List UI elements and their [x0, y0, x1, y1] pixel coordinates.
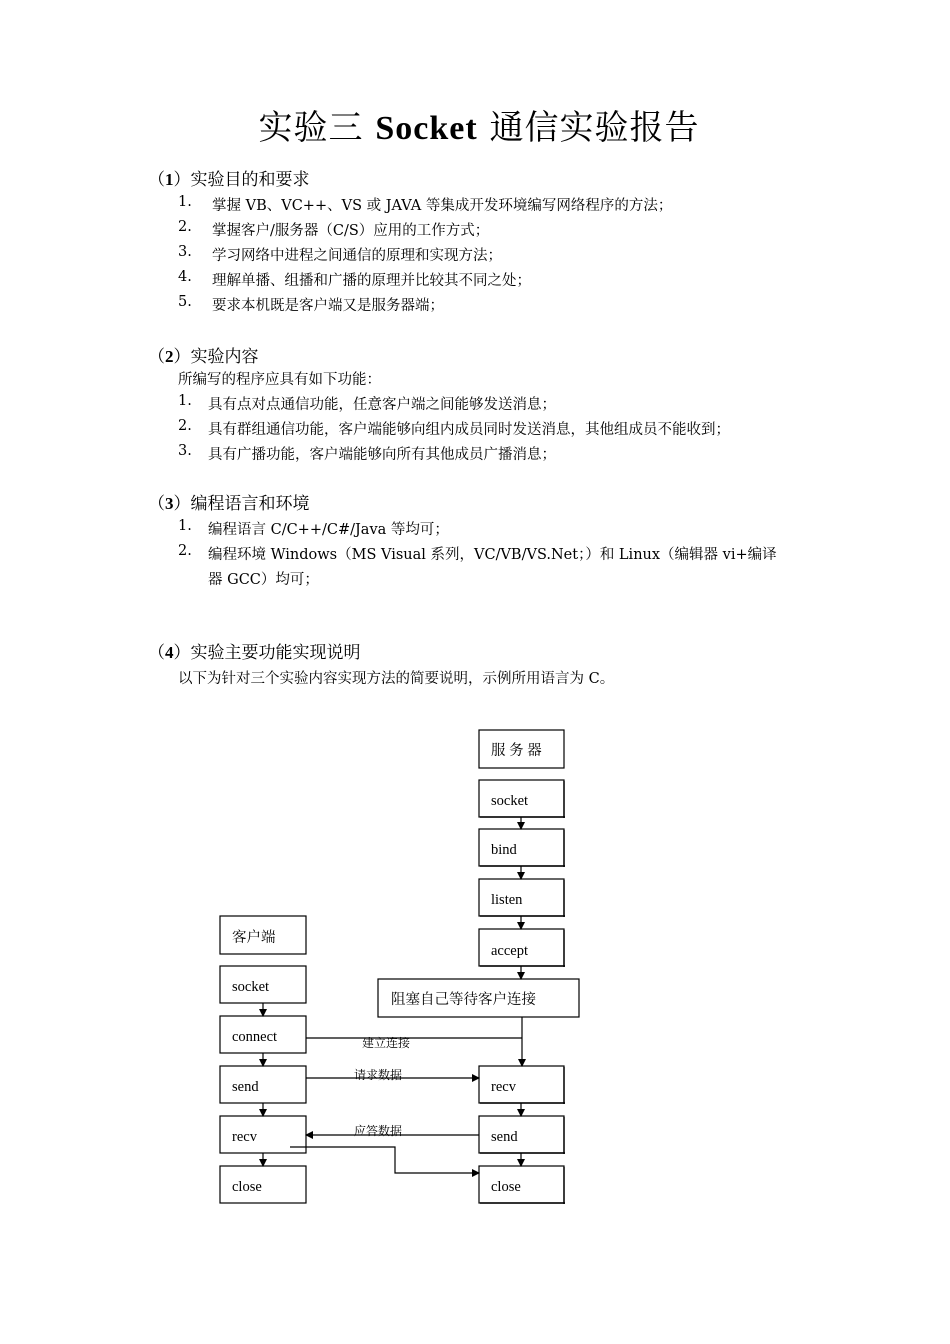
server-block-label: 阻塞自己等待客户连接	[391, 992, 536, 1008]
client-step-label: recv	[232, 1129, 257, 1145]
section-heading-4: （4）实验主要功能实现说明	[148, 643, 361, 663]
client-step-label: connect	[232, 1029, 278, 1045]
section-heading-1: （1）实验目的和要求	[148, 170, 310, 190]
server-send-label: send	[491, 1129, 518, 1145]
client-step-label: close	[232, 1179, 262, 1195]
client-step-label: socket	[232, 979, 270, 995]
server-step-label: listen	[491, 892, 523, 908]
edge-label-request: 请求数据	[354, 1068, 403, 1082]
client-step-label: send	[232, 1079, 259, 1095]
section-intro: 所编写的程序应具有如下功能：	[178, 372, 381, 388]
section-heading-3: （3）编程语言和环境	[148, 494, 310, 514]
edge-label-response: 应答数据	[354, 1124, 403, 1138]
server-step-label: accept	[491, 943, 529, 959]
section-intro: 以下为针对三个实验内容实现方法的简要说明，示例所用语言为 C。	[178, 671, 615, 687]
client-title: 客户端	[232, 930, 276, 946]
section-heading-2: （2）实验内容	[148, 347, 259, 367]
page-title: 实验三 Socket 通信实验报告	[258, 108, 700, 148]
edge-label-connect: 建立连接	[362, 1036, 411, 1050]
server-step-label: bind	[491, 842, 517, 858]
list-item-continuation: 器 GCC）均可；	[208, 572, 319, 588]
close-edge	[290, 1147, 479, 1173]
server-close-label: close	[491, 1179, 521, 1195]
server-recv-label: recv	[491, 1079, 516, 1095]
server-title: 服 务 器	[491, 743, 542, 759]
server-step-label: socket	[491, 793, 529, 809]
